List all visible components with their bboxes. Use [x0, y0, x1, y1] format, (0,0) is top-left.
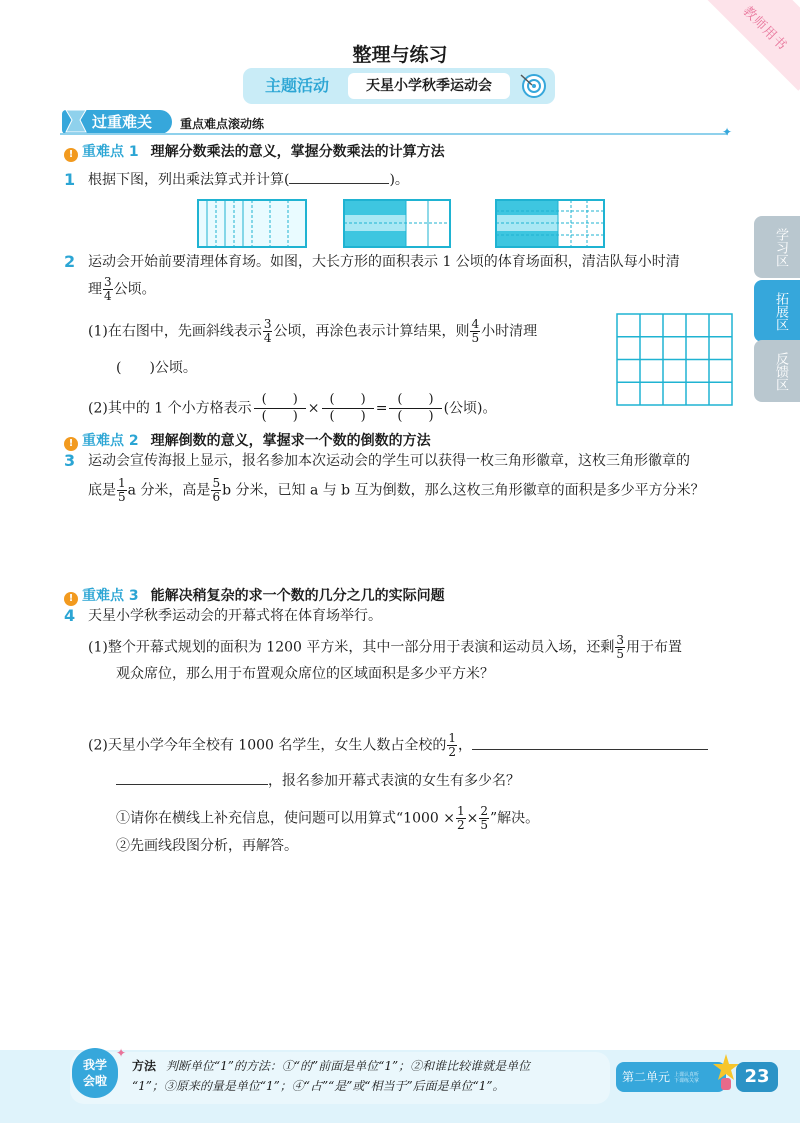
target-icon — [519, 73, 547, 99]
section-head: 过重难关 — [62, 110, 172, 134]
key-point-3: ! 重难点 3 能解决稍复杂的求一个数的几分之几的实际问题 — [64, 585, 445, 606]
question-4-part2-line2: ，报名参加开幕式表演的女生有多少名？ — [116, 770, 520, 791]
section-subtitle: 重点难点滚动练 — [180, 117, 265, 131]
theme-bar — [243, 68, 555, 104]
question-4-part1-line2: 观众席位，那么用于布置观众席位的区域面积是多少平方米？ — [116, 666, 494, 682]
question-3-line1: 运动会宣传海报上显示，报名参加本次运动会的学生可以获得一枚三角形徽章，这枚三角形徽章的 — [88, 453, 690, 469]
page-title: 整理与练习 — [352, 44, 448, 66]
alert-icon: ! — [64, 148, 78, 162]
question-3-line2: 底是 $\frac{1}{5}$ a 分米，高是 $\frac{5}{6}$ b 分米，已知 a 与 b 互为倒数，那么这枚三角形徽章的面积是多少平方分米？ — [88, 476, 705, 504]
question-2-line2: 理 $\frac{3}{4}$ 公顷。 — [88, 275, 156, 303]
theme-name: 天星小学秋季运动会 — [348, 73, 510, 99]
answer-line-1[interactable] — [472, 735, 708, 750]
question-4-part1: (1)整个开幕式规划的面积为 1200 平方米，其中一部分用于表演和运动员入场，还剩 $\frac{3}{5}$ 用于布置 — [88, 633, 682, 661]
star-icon: ✦ — [722, 125, 733, 139]
grid-figure-3 — [495, 199, 605, 248]
key-point-2: ! 重难点 2 理解倒数的意义，掌握求一个数的倒数的方法 — [64, 430, 431, 451]
question-2-line1: 运动会开始前要清理体育场。如图，大长方形的面积表示 1 公顷的体育场面积，清洁队每小时清 — [88, 254, 680, 270]
key-point-1: ! 重难点 1 理解分数乘法的意义，掌握分数乘法的计算方法 — [64, 141, 445, 162]
grid-figure-1 — [197, 199, 307, 248]
page-number: 23 — [736, 1062, 778, 1092]
question-2-part2: (2)其中的 1 个小方格表示 ( ) ( ) × ( ) ( ) = ( ) ( ) (公顷)。 — [88, 392, 497, 424]
alert-icon: ! — [64, 592, 78, 606]
question-4-line1: 天星小学秋季运动会的开幕式将在体育场举行。 — [88, 608, 382, 624]
question-number-1: 1 — [64, 170, 76, 189]
unit-label: 第二单元 上课认真听 下课练关掌 — [616, 1062, 726, 1092]
method-tip: 方法 判断单位“1”的方法：①“的”前面是单位“1”；②和谁比较谁就是单位 “1”；③原来的量是单位“1”；④“占”“是”或“相当于”后面是单位“1”。 — [132, 1059, 531, 1093]
side-tab-feedback[interactable]: 反馈区 — [754, 340, 800, 402]
side-tab-study[interactable]: 学习区 — [754, 216, 800, 278]
question-2-part1: (1)在右图中，先画斜线表示 $\frac{3}{4}$ 公顷，再涂色表示计算结果，则 $\frac{4}{5}$ 小时清理 — [88, 317, 538, 345]
answer-line-2[interactable] — [116, 770, 268, 785]
section-divider — [60, 133, 728, 135]
question-number-4: 4 — [64, 606, 76, 625]
question-2-part1-blank: ( )公顷。 — [116, 360, 197, 376]
corner-label: 教师用书 — [739, 3, 790, 55]
theme-label: 主题活动 — [264, 76, 329, 95]
question-number-3: 3 — [64, 451, 76, 470]
question-number-2: 2 — [64, 252, 76, 271]
grid-figure-2 — [343, 199, 451, 248]
question-4-sub2: ②先画线段图分析，再解答。 — [116, 838, 298, 854]
learned-badge: 我学 会啦 — [72, 1048, 118, 1098]
question-4-sub1: ①请你在横线上补充信息，使问题可以用算式“1000 × $\frac{1}{2}$ × $\frac{2}{5}$ ”解决。 — [116, 804, 540, 832]
question-4-part2: (2)天星小学今年全校有 1000 名学生，女生人数占全校的 $\frac{1}{2}$ ， — [88, 732, 708, 759]
side-tab-extend[interactable]: 拓展区 — [754, 280, 800, 342]
sparkle-icon: ✦ — [116, 1046, 127, 1060]
hectare-grid — [616, 313, 734, 407]
alert-icon: ! — [64, 437, 78, 451]
question-1-text: 根据下图，列出乘法算式并计算( )。 — [88, 172, 409, 188]
ribbon-icon — [62, 106, 90, 136]
